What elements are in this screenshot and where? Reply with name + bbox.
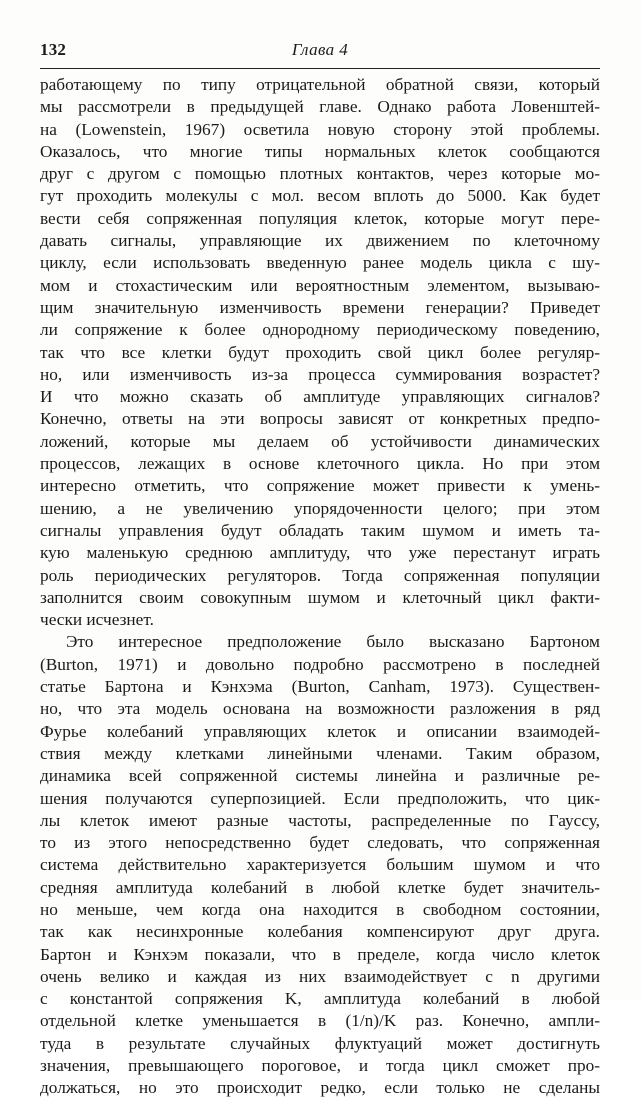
text-line: так как несинхронные колебания компенсируют друг друга. (40, 922, 600, 942)
text-line: (Burton, 1971) и довольно подробно рассмотрено в последней (40, 654, 600, 674)
page-number: 132 (40, 40, 67, 59)
text-line: вести себя сопряженная популяция клеток, которые могут пере- (40, 208, 600, 228)
paragraph-1 (40, 74, 600, 631)
text-line: лы клеток имеют разные частоты, распределенные по Гауссу, (40, 810, 600, 830)
text-line: процессов, лежащих в основе клеточного цикла. Но при этом (40, 454, 600, 474)
text-line: статье Бартона и Кэнхэма (Burton, Canham, 1973). Существен- (40, 677, 600, 697)
text-line: Конечно, ответы на эти вопросы зависят от конкретных предпо- (40, 409, 600, 429)
running-head (40, 40, 600, 64)
text-line: система действительно характеризуется большим шумом и что (40, 855, 600, 875)
text-line: средняя амплитуда колебаний в любой клетке будет значитель- (40, 877, 600, 897)
text-line: друг с другом с помощью плотных контактов, через которые мо- (40, 164, 600, 184)
text-line: чески исчезнет. (40, 610, 154, 630)
text-line: сигналы управления будут обладать таким шумом и иметь та- (40, 520, 600, 540)
text-line: интересно отметить, что сопряжение может привести к умень- (40, 476, 600, 496)
text-line: туда в результате случайных флуктуаций может достигнуть (40, 1033, 600, 1053)
text-line: кую маленькую среднюю амплитуду, что уже перестанут играть (40, 543, 600, 563)
text-line: то из этого непосредственно будет следовать, что сопряженная (40, 833, 600, 853)
text-line: заполнится своим совокупным шумом и клеточный цикл факти- (40, 587, 600, 607)
text-line: роль периодических регуляторов. Тогда сопряженная популяции (40, 565, 600, 585)
text-line: ли сопряжение к более однородному периодическому поведению, (40, 320, 600, 340)
text-line: мом и стохастическим или вероятностным элементом, вызываю- (40, 275, 600, 295)
text-line: на (Lowenstein, 1967) осветила новую сторону этой проблемы. (40, 119, 600, 139)
text-line: Это интересное предположение было высказано Бартоном (66, 632, 600, 652)
text-line: гут проходить молекулы с мол. весом вплоть до 5000. Как будет (40, 186, 600, 206)
text-line: циклу, если использовать введенную ранее модель цикла с шу- (40, 253, 600, 273)
header-rule (40, 68, 600, 69)
text-line: но, или изменчивость из-за процесса суммирования возрастет? (40, 364, 600, 384)
text-line: должаться, но это происходит редко, если только не сделаны (40, 1078, 600, 1098)
text-line: но меньше, чем когда она находится в свободном состоянии, (40, 899, 600, 919)
text-line: так что все клетки будут проходить свой цикл более регуляр- (40, 342, 600, 362)
text-line: мы рассмотрели в предыдущей главе. Однако работа Ловенштей- (40, 97, 600, 117)
text-line: шению, а не увеличению упорядоченности целого; при этом (40, 498, 600, 518)
text-line: значения, превышающего пороговое, и тогда цикл сможет про- (40, 1056, 600, 1076)
text-line: И что можно сказать об амплитуде управляющих сигналов? (40, 387, 600, 407)
text-line: очень велико и каждая из них взаимодействует с n другими (40, 966, 600, 986)
text-line: динамика всей сопряженной системы линейна и различные ре- (40, 766, 600, 786)
text-line: работающему по типу отрицательной обратной связи, который (40, 75, 600, 94)
text-line: ложений, которые мы делаем об устойчивости динамических (40, 431, 600, 451)
chapter-title: Глава 4 (291, 40, 349, 59)
text-line: давать сигналы, управляющие их движением по клеточному (40, 231, 600, 251)
text-line: отдельной клетке уменьшается в (1/n)/K раз. Конечно, ампли- (40, 1011, 600, 1031)
text-line: ствия между клетками линейными членами. Таким образом, (40, 743, 600, 763)
text-line: Бартон и Кэнхэм показали, что в пределе, когда число клеток (40, 944, 600, 964)
text-line: Оказалось, что многие типы нормальных клеток сообщаются (40, 141, 600, 161)
text-line: шения получаются суперпозицией. Если предположить, что цик- (40, 788, 600, 808)
text-line: Фурье колебаний управляющих клеток и описании взаимодей- (40, 721, 600, 741)
text-line: с константой сопряжения K, амплитуда колебаний в любой (40, 989, 600, 1009)
body-text (40, 74, 600, 1100)
paragraph-2 (40, 631, 600, 1099)
text-line: щим значительную изменчивость времени генерации? Приведет (40, 297, 600, 317)
text-line: но, что эта модель основана на возможности разложения в ряд (40, 699, 600, 719)
